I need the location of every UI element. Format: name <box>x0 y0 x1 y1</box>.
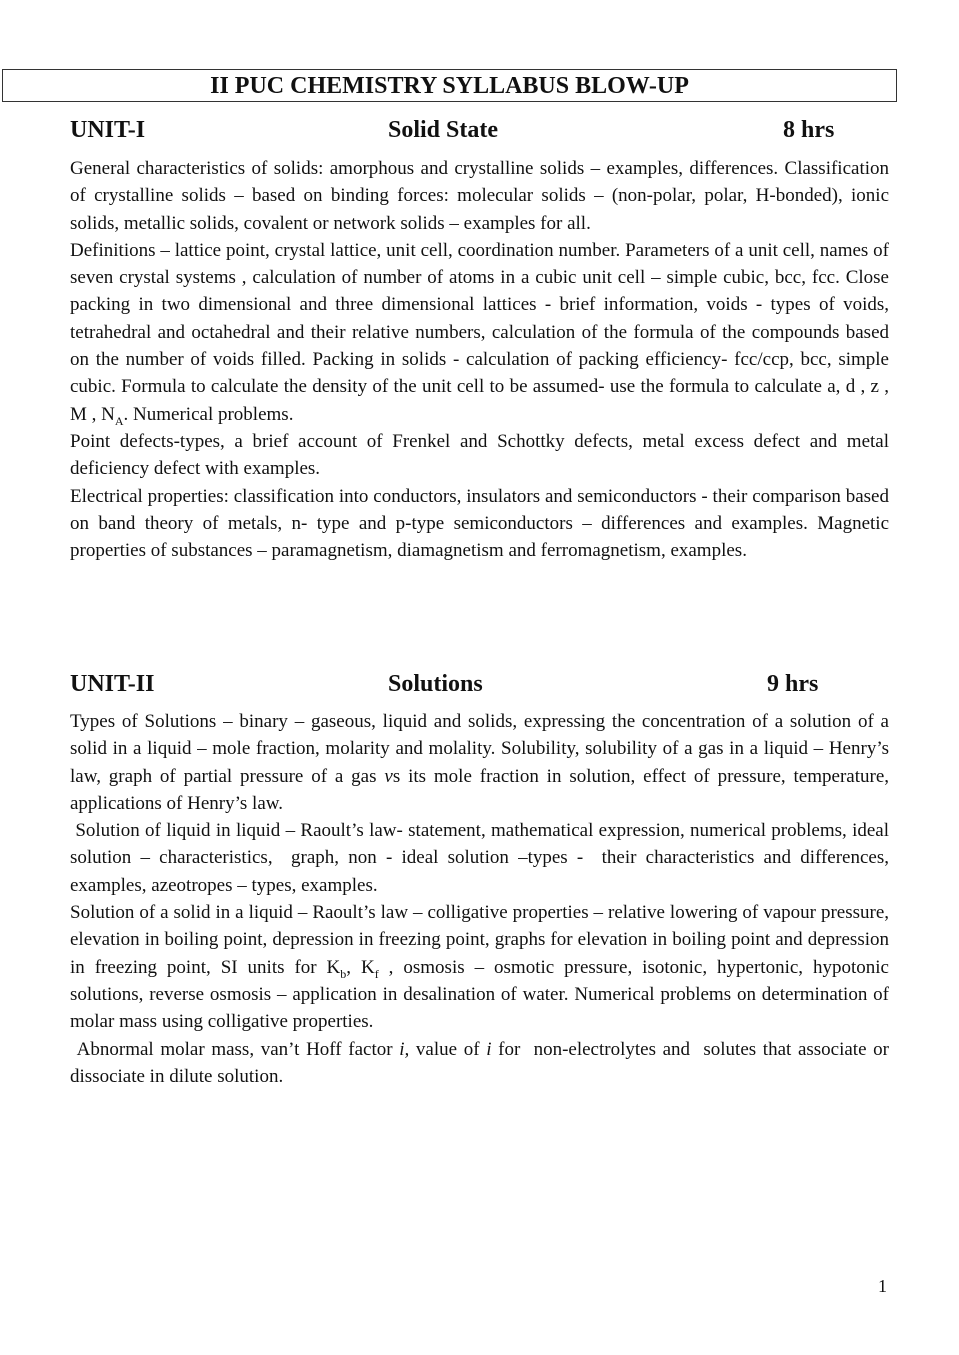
unit-2-paragraph-4 <box>70 1036 894 1091</box>
unit-2-p4-text: Abnormal molar mass, van’t Hoff factor <box>70 1038 400 1060</box>
unit-1-paragraph-2-tail: . Numerical problems. <box>123 403 294 425</box>
unit-2-label: UNIT-II <box>70 671 155 697</box>
unit-1-paragraph-2 <box>70 237 889 428</box>
unit-2-p3-text: Solution of a solid in a liquid – Raoult’s law – colligative properties – relative lowering of vapour pressure, elevation in boiling point, depression in freezing point, graphs for elevation in boiling point and depression in freezing point, SI units for K <box>70 902 889 978</box>
unit-2-p4-mid: value of <box>409 1038 487 1060</box>
unit-2-paragraph-3 <box>70 899 889 1035</box>
kb-subscript: b <box>340 966 347 981</box>
unit-2-paragraph-1 <box>70 708 889 817</box>
unit-2-topic: Solutions <box>388 671 483 697</box>
unit-2-body <box>70 708 894 1090</box>
unit-1-topic: Solid State <box>388 117 499 143</box>
unit-2-p4-italic-i1: i, <box>399 1038 410 1060</box>
unit-1-paragraph-3: Point defects-types, a brief account of Frenkel and Schottky defects, metal excess defect and metal deficiency defect with examples. <box>70 430 889 480</box>
page-title: II PUC CHEMISTRY SYLLABUS BLOW-UP <box>2 69 897 102</box>
unit-2-p3-mid: , K <box>346 956 375 978</box>
unit-2-p1-text: Types of Solutions – binary – gaseous, liquid and solids, expressing the concentration of a solution of a solid in a liquid – mole fraction, molarity and molality. Solubility, solubility of a gas in a liquid – Henry’s law, graph of partial pressure of a gas <box>70 711 889 787</box>
unit-2-p1-tail: s its mole fraction in solution, effect of pressure, temperature, applications of Henry’s law. <box>70 765 890 814</box>
unit-1-paragraph-4: Electrical properties: classification into conductors, insulators and semiconductors - their comparison based on band theory of metals, n- type and p-type semiconductors – differences and examples. Magnetic properties of substances – paramagnetism, diamagnetism and ferromagnetism, examples. <box>70 485 889 562</box>
unit-1-hours: 8 hrs <box>783 117 835 143</box>
avogadro-subscript: A <box>114 413 124 428</box>
unit-1-paragraph-2-text: Definitions – lattice point, crystal lattice, unit cell, coordination number. Parameters of a unit cell, names of seven crystal systems , calculation of number of atoms in a cubic unit cell – simple cubic, bcc, fcc. Close packing in two dimensional and three dimensional lattices - brief information, voids - types of voids, tetrahedral and octahedral and their relative numbers, calculation of the formula of the compounds based on the number of voids filled. Packing in solids - calculation of packing efficiency- fcc/ccp, bcc, simple cubic. Formula to calculate the density of the unit cell to be assumed- use the formula to calculate a, d , z , M , N <box>70 239 889 425</box>
unit-2-p4-tail: for non-electrolytes and solutes that associate or dissociate in dilute solution. <box>70 1038 894 1087</box>
unit-1-heading <box>70 115 870 145</box>
unit-2-heading <box>70 669 870 699</box>
unit-2-p3-tail: , osmosis – osmotic pressure, isotonic, hypertonic, hypotonic solutions, reverse osmosis – application in desalination of water. Numerical problems on determination of molar mass using colligative properties. <box>70 956 889 1033</box>
unit-1-label: UNIT-I <box>70 117 146 143</box>
unit-2-p1-italic: v <box>384 765 393 787</box>
unit-1-body <box>70 155 889 564</box>
page-number: 1 <box>878 1276 887 1296</box>
unit-1-paragraph-1: General characteristics of solids: amorphous and crystalline solids – examples, differences. Classification of crystalline solids – based on binding forces: molecular solids – (non-polar, polar, H-bonded), ionic solids, metallic solids, covalent or network solids – examples for all. <box>70 158 889 234</box>
kf-subscript: f <box>374 966 379 981</box>
unit-2-paragraph-2: Solution of liquid in liquid – Raoult’s law- statement, mathematical expression, numerical problems, ideal solution – characteristics, graph, non - ideal solution –types - their characteristics and differences, examples, azeotropes – types, examples. <box>70 820 894 896</box>
unit-2-p4-italic-i2: i <box>486 1038 492 1060</box>
unit-2-hours: 9 hrs <box>767 671 819 697</box>
